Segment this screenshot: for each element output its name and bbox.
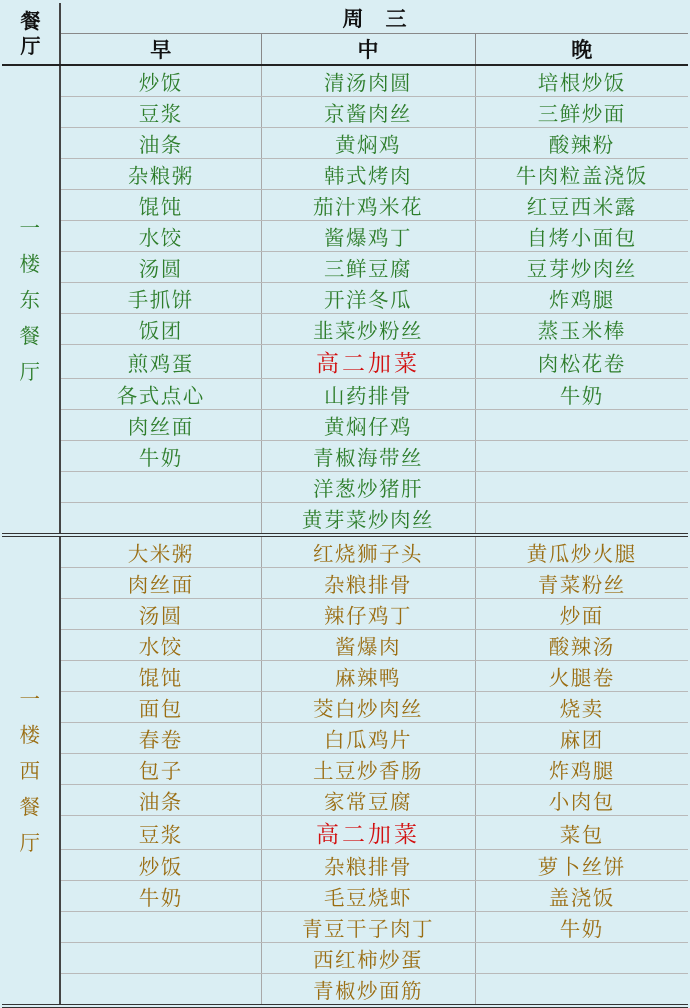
dish-lunch: 三鲜豆腐 <box>261 252 475 283</box>
restaurant-name-char: 楼 <box>19 251 42 276</box>
dish-breakfast: 面包 <box>60 692 261 723</box>
dish-lunch: 红烧狮子头 <box>261 535 475 568</box>
restaurant-name-char: 一 <box>19 215 42 240</box>
menu-row <box>2 190 688 221</box>
dish-breakfast: 水饺 <box>60 221 261 252</box>
dish-breakfast: 手抓饼 <box>60 283 261 314</box>
dish-breakfast: 豆浆 <box>60 816 261 850</box>
dish-dinner: 盖浇饭 <box>475 881 688 912</box>
dish-dinner: 蒸玉米棒 <box>475 314 688 345</box>
dish-lunch: 土豆炒香肠 <box>261 754 475 785</box>
dish-lunch: 山药排骨 <box>261 379 475 410</box>
menu-row <box>2 661 688 692</box>
dish-breakfast: 大米粥 <box>60 535 261 568</box>
dish-breakfast: 肉丝面 <box>60 410 261 441</box>
dish-dinner <box>475 410 688 441</box>
dish-lunch: 杂粮排骨 <box>261 568 475 599</box>
dish-lunch: 高二加菜 <box>261 816 475 850</box>
dish-dinner: 牛奶 <box>475 379 688 410</box>
menu-row <box>2 503 688 536</box>
dish-lunch: 毛豆烧虾 <box>261 881 475 912</box>
restaurant-west-label <box>2 535 60 1006</box>
dish-breakfast: 炒饭 <box>60 850 261 881</box>
menu-row <box>2 97 688 128</box>
restaurant-name-char: 东 <box>19 287 42 312</box>
dish-lunch: 西红柿炒蛋 <box>261 943 475 974</box>
menu-row <box>2 379 688 410</box>
dish-breakfast: 馄饨 <box>60 190 261 221</box>
dish-lunch: 茭白炒肉丝 <box>261 692 475 723</box>
dish-breakfast: 汤圆 <box>60 599 261 630</box>
dish-lunch: 韩式烤肉 <box>261 159 475 190</box>
dish-lunch: 洋葱炒猪肝 <box>261 472 475 503</box>
dish-breakfast: 豆浆 <box>60 97 261 128</box>
restaurant-name-char: 餐 <box>19 323 42 348</box>
dish-breakfast <box>60 912 261 943</box>
dish-lunch: 酱爆肉 <box>261 630 475 661</box>
dish-lunch: 韭菜炒粉丝 <box>261 314 475 345</box>
restaurant-header-label: 餐厅 <box>20 8 41 58</box>
dish-breakfast: 包子 <box>60 754 261 785</box>
menu-row <box>2 345 688 379</box>
menu-row <box>2 723 688 754</box>
dish-lunch: 白瓜鸡片 <box>261 723 475 754</box>
dish-dinner: 小肉包 <box>475 785 688 816</box>
dish-lunch: 青豆干子肉丁 <box>261 912 475 943</box>
dish-lunch: 黄焖仔鸡 <box>261 410 475 441</box>
dish-breakfast: 炒饭 <box>60 65 261 97</box>
dish-lunch: 高二加菜 <box>261 345 475 379</box>
dish-dinner: 酸辣汤 <box>475 630 688 661</box>
dish-breakfast: 饭团 <box>60 314 261 345</box>
dish-dinner: 炸鸡腿 <box>475 754 688 785</box>
menu-row <box>2 881 688 912</box>
meal-header-breakfast: 早 <box>60 34 261 66</box>
dish-breakfast: 油条 <box>60 785 261 816</box>
menu-row <box>2 974 688 1007</box>
dish-breakfast: 馄饨 <box>60 661 261 692</box>
dish-lunch: 辣仔鸡丁 <box>261 599 475 630</box>
dish-lunch: 酱爆鸡丁 <box>261 221 475 252</box>
dish-lunch: 茄汁鸡米花 <box>261 190 475 221</box>
menu-row <box>2 535 688 568</box>
dish-dinner <box>475 441 688 472</box>
dish-lunch: 青椒海带丝 <box>261 441 475 472</box>
dish-breakfast: 油条 <box>60 128 261 159</box>
dish-breakfast: 各式点心 <box>60 379 261 410</box>
dish-dinner: 培根炒饭 <box>475 65 688 97</box>
dish-lunch: 黄焖鸡 <box>261 128 475 159</box>
restaurant-east-label <box>2 65 60 535</box>
dish-dinner <box>475 472 688 503</box>
dish-breakfast: 汤圆 <box>60 252 261 283</box>
menu-row <box>2 283 688 314</box>
dish-dinner: 青菜粉丝 <box>475 568 688 599</box>
menu-row <box>2 252 688 283</box>
restaurant-name-char: 楼 <box>19 722 42 747</box>
dish-dinner: 炸鸡腿 <box>475 283 688 314</box>
dish-dinner: 黄瓜炒火腿 <box>475 535 688 568</box>
dish-dinner: 火腿卷 <box>475 661 688 692</box>
menu-row <box>2 912 688 943</box>
menu-row <box>2 159 688 190</box>
dish-dinner: 红豆西米露 <box>475 190 688 221</box>
dish-dinner: 炒面 <box>475 599 688 630</box>
menu-row <box>2 754 688 785</box>
day-header: 周三 <box>60 3 688 34</box>
dish-breakfast <box>60 943 261 974</box>
dish-dinner: 肉松花卷 <box>475 345 688 379</box>
dish-breakfast: 杂粮粥 <box>60 159 261 190</box>
dish-dinner <box>475 943 688 974</box>
restaurant-header <box>2 3 60 65</box>
menu-row <box>2 65 688 97</box>
dish-lunch: 杂粮排骨 <box>261 850 475 881</box>
dish-breakfast: 水饺 <box>60 630 261 661</box>
menu-row <box>2 128 688 159</box>
dish-breakfast: 牛奶 <box>60 441 261 472</box>
menu-table <box>2 3 688 1008</box>
dish-lunch: 家常豆腐 <box>261 785 475 816</box>
menu-row <box>2 221 688 252</box>
restaurant-name-char: 西 <box>19 758 42 783</box>
dish-dinner: 烧卖 <box>475 692 688 723</box>
dish-breakfast: 肉丝面 <box>60 568 261 599</box>
menu-row <box>2 441 688 472</box>
restaurant-name-char: 餐 <box>19 794 42 819</box>
dish-lunch: 京酱肉丝 <box>261 97 475 128</box>
dish-dinner: 麻团 <box>475 723 688 754</box>
menu-row <box>2 692 688 723</box>
dish-dinner: 三鲜炒面 <box>475 97 688 128</box>
menu-row <box>2 943 688 974</box>
restaurant-name-char: 厅 <box>19 359 42 384</box>
dish-dinner: 酸辣粉 <box>475 128 688 159</box>
dish-breakfast <box>60 472 261 503</box>
meal-header-dinner: 晚 <box>475 34 688 66</box>
menu-row <box>2 599 688 630</box>
menu-body <box>2 65 688 1006</box>
dish-dinner: 豆芽炒肉丝 <box>475 252 688 283</box>
dish-dinner: 菜包 <box>475 816 688 850</box>
menu-row <box>2 568 688 599</box>
dish-dinner <box>475 503 688 536</box>
menu-row <box>2 630 688 661</box>
menu-row <box>2 314 688 345</box>
menu-row <box>2 472 688 503</box>
dish-breakfast <box>60 974 261 1007</box>
dish-breakfast: 煎鸡蛋 <box>60 345 261 379</box>
restaurant-name-char: 厅 <box>19 830 42 855</box>
dish-lunch: 麻辣鸭 <box>261 661 475 692</box>
dish-breakfast: 牛奶 <box>60 881 261 912</box>
menu-row <box>2 410 688 441</box>
restaurant-name-char: 一 <box>19 686 42 711</box>
dish-dinner: 牛肉粒盖浇饭 <box>475 159 688 190</box>
dish-breakfast <box>60 503 261 536</box>
dish-lunch: 清汤肉圆 <box>261 65 475 97</box>
menu-row <box>2 816 688 850</box>
dish-dinner: 牛奶 <box>475 912 688 943</box>
dish-lunch: 开洋冬瓜 <box>261 283 475 314</box>
dish-dinner: 萝卜丝饼 <box>475 850 688 881</box>
menu-row <box>2 850 688 881</box>
meal-header-lunch: 中 <box>261 34 475 66</box>
dish-dinner <box>475 974 688 1007</box>
dish-breakfast: 春卷 <box>60 723 261 754</box>
menu-row <box>2 785 688 816</box>
dish-lunch: 青椒炒面筋 <box>261 974 475 1007</box>
dish-dinner: 自烤小面包 <box>475 221 688 252</box>
dish-lunch: 黄芽菜炒肉丝 <box>261 503 475 536</box>
